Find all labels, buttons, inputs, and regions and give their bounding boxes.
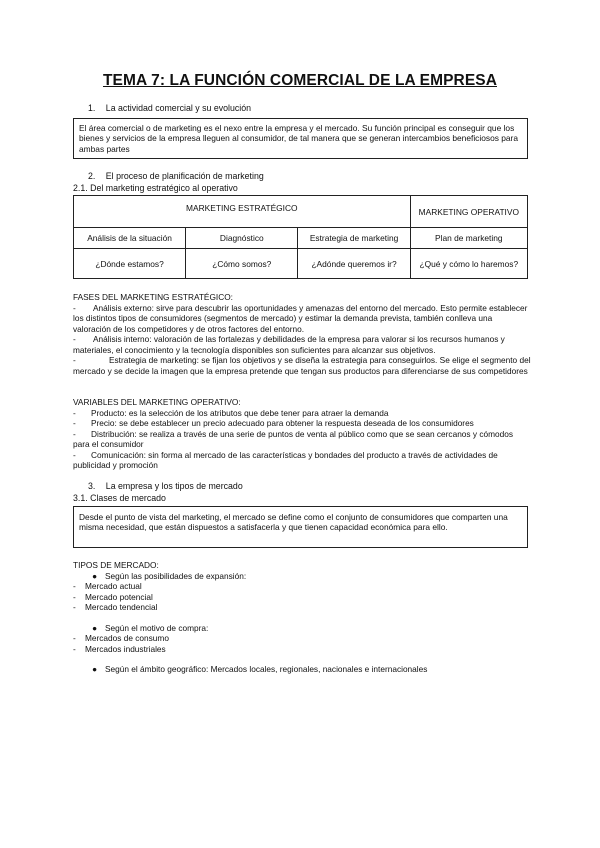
header-strategic: MARKETING ESTRATÉGICO [74,196,411,228]
list-item: - Precio: se debe establecer un precio adecuado para obtener la respuesta deseada de los consumidores [73,418,474,428]
section-number: 1. [88,103,96,113]
variables-heading: VARIABLES DEL MARKETING OPERATIVO: [73,397,241,407]
column-diagnosis: Diagnóstico [186,228,298,249]
fases-block [73,292,531,376]
fases-heading: FASES DEL MARKETING ESTRATÉGICO: [73,292,233,302]
group-heading: ● Según el ámbito geográfico: Mercados locales, regionales, nacionales e internacionales [73,664,531,675]
list-item: - Análisis externo: sirve para descubrir las oportunidades y amenazas del entorno del mercado. Esto permite establecer los distintos tipos de consumidores (segmentos de mercado) y estimar la demanda prevista, también conlleva una valoración de los competidores y de otros factores del entorno. [73,302,528,334]
marketing-table [73,195,528,279]
list-item: - Mercado tendencial [73,602,158,612]
list-item: - Mercado actual [73,581,142,591]
section-number: 3. [88,481,96,491]
subsection-2-1: 2.1. Del marketing estratégico al operativo [73,183,238,193]
list-item: - Producto: es la selección de los atributos que debe tener para atraer la demanda [73,407,389,418]
question-plan: ¿Qué y cómo lo haremos? [410,249,527,279]
question-strategy: ¿Adónde queremos ir? [298,249,410,279]
tipos-block [73,560,531,675]
bullet-icon: ● [91,570,97,581]
bullet-icon: ● [91,664,97,674]
group-heading: ● Según las posibilidades de expansión: [73,571,531,582]
list-item: - Mercado potencial [73,591,153,602]
section-number: 2. [88,171,96,181]
list-item: - Mercados de consumo [73,633,169,643]
section-2-heading [88,171,264,182]
column-strategy: Estrategia de marketing [298,228,410,249]
section-label: La actividad comercial y su evolución [105,103,252,113]
list-item: - Mercados industriales [73,643,166,654]
section-label: El proceso de planificación de marketing [105,171,264,181]
subsection-3-1: 3.1. Clases de mercado [73,493,166,503]
question-diagnosis: ¿Cómo somos? [186,249,298,279]
group-heading: ● Según el motivo de compra: [73,623,531,634]
column-plan: Plan de marketing [410,228,527,249]
variables-block [73,397,531,471]
bullet-icon: ● [91,622,97,633]
tipos-heading: TIPOS DE MERCADO: [73,560,159,570]
list-item: - Distribución: se realiza a través de una serie de puntos de venta al público como que se sean cercanos y cómodos para el consumidor [73,428,513,449]
column-situation: Análisis de la situación [74,228,186,249]
section-3-heading [88,481,243,492]
list-item: - Análisis interno: valoración de las fortalezas y debilidades de la empresa para valorar si los recursos humanos y materiales, el conocimiento y la tecnología disponibles son suficientes para alcanzar sus objetivos. [73,334,505,355]
list-item: - Comunicación: sin forma al mercado de las características y bondades del producto a través de actividades de publicidad y promoción [73,449,498,470]
question-situation: ¿Dónde estamos? [74,249,186,279]
page-title: TEMA 7: LA FUNCIÓN COMERCIAL DE LA EMPRESA [102,72,497,89]
definition-box-marketing: El área comercial o de marketing es el nexo entre la empresa y el mercado. Su función principal es conseguir que los bienes y servicios de la empresa lleguen al consumidor, de tal manera que se generan intercambios beneficiosos para ambas partes [73,118,528,159]
section-label: La empresa y los tipos de mercado [105,481,243,491]
list-item: - Estrategia de marketing: se fijan los objetivos y se diseña la estrategia para conseguirlos. Se elige el segmento del mercado y se decide la imagen que la empresa pretende que tengan sus productos para diferenciarse de sus competidores [73,355,531,376]
section-1-heading [88,103,251,114]
header-operative: MARKETING OPERATIVO [410,196,527,228]
definition-box-mercado: Desde el punto de vista del marketing, el mercado se define como el conjunto de consumidores que comparten una misma necesidad, que están dispuestos a satisfacerla y que tienen capacidad económica para ello. [73,506,528,548]
